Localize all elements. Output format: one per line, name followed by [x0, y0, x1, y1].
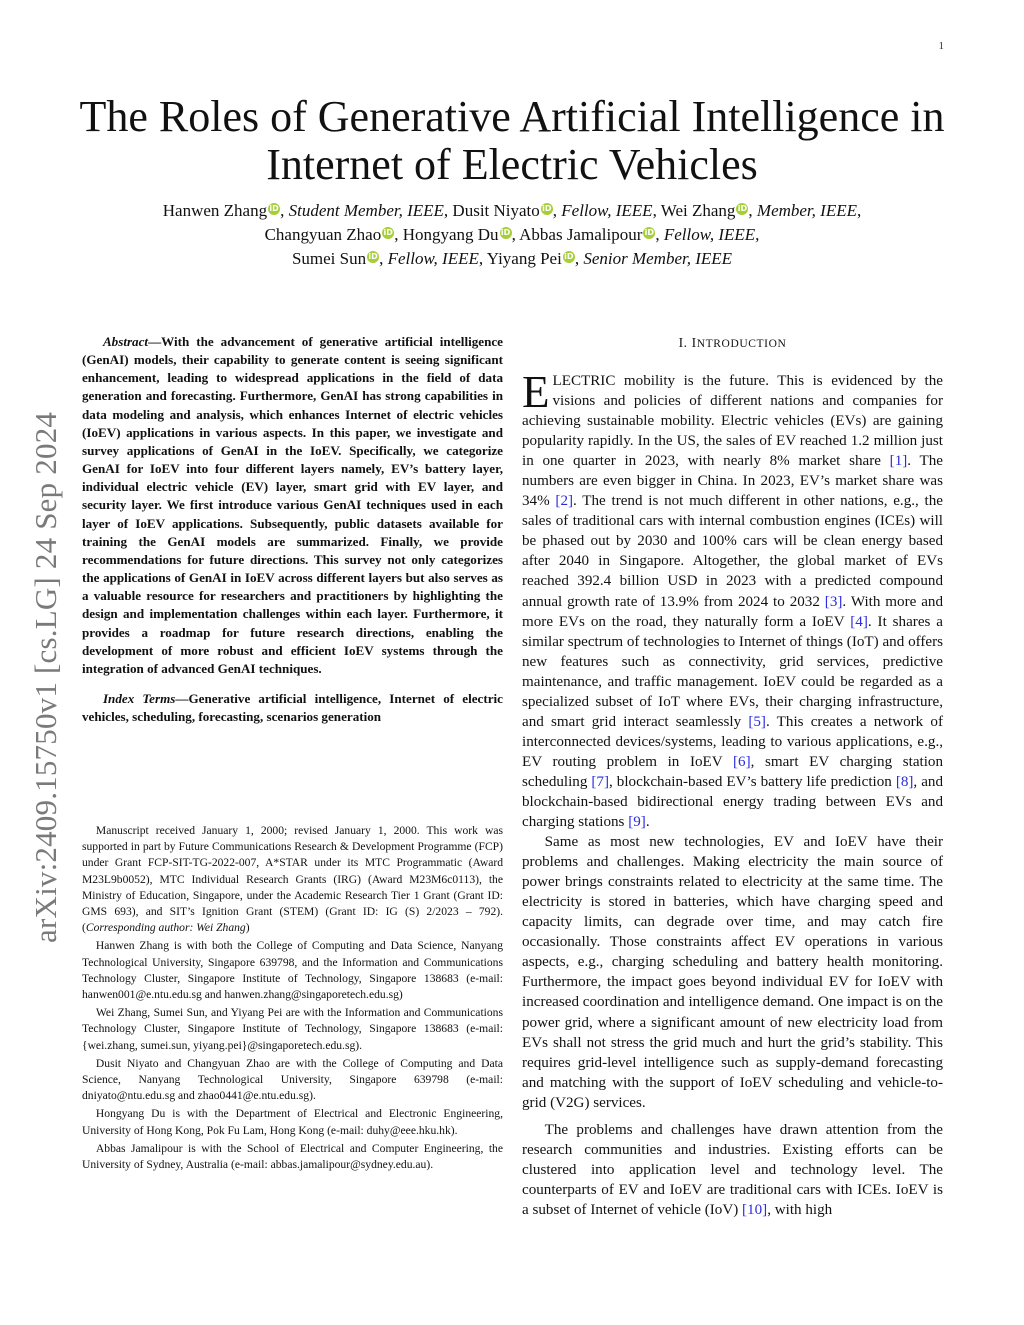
dropcap: E: [522, 367, 550, 417]
body-text: . The numbers are even bigger in China. In 2023, EV’s market share was 34%: [522, 453, 943, 510]
author-name: Changyuan Zhao: [264, 225, 382, 244]
body-text: LECTRIC mobility is the future. This is evidenced by the visions and policies of different nations and companies for achieving sustainable mobility. Electric vehicles (EVs) are gaining popularity rapidly. In the US, the sales of EV reached 1.2 million just in one quarter in 2023, with nearly 8% market share: [522, 373, 943, 470]
author-name: Yiyang Pei: [486, 249, 562, 268]
page-number: 1: [938, 40, 944, 52]
body-text: , smart EV charging station scheduling: [522, 753, 944, 790]
author-role: Fellow, IEEE: [663, 225, 756, 244]
author-name: Dusit Niyato: [452, 201, 540, 220]
paper-title: [60, 93, 964, 189]
right-column: [522, 333, 943, 1220]
citation-link[interactable]: [6]: [733, 753, 751, 770]
index-terms-text: Generative artificial intelligence, Internet of electric vehicles, scheduling, forecasting, scenarios generation: [82, 690, 503, 725]
citation-link[interactable]: [2]: [555, 493, 574, 510]
author-role: Fellow, IEEE: [387, 249, 479, 268]
body-text: , and blockchain-based bidirectional energy trading between EVs and charging stations: [522, 773, 943, 831]
author-line-3: Sumei Sun iD, Fellow, IEEE, Yiyang Pei iD, Senior Member, IEEE: [291, 249, 733, 268]
body-text: , blockchain-based EV’s battery life prediction: [609, 773, 896, 790]
title-line-1: The Roles of Generative Artificial Intelligence in: [79, 92, 945, 141]
footnotes: [82, 823, 503, 1175]
citation-link[interactable]: [5]: [748, 713, 766, 730]
intro-paragraph-1: [522, 367, 944, 832]
body-text: The problems and challenges have drawn attention from the research communities and industries. Existing efforts can be clustered into application level and technology level. The counterparts of EV and IoEV are traditional cars with ICEs. IoEV is a subset of Internet of vehicle (IoV): [522, 1121, 943, 1218]
author-name: Hanwen Zhang: [162, 201, 268, 220]
index-terms: Index Terms—Generative artificial intelligence, Internet of electric vehicles, scheduling, forecasting, scenarios generation: [82, 690, 503, 725]
abstract: Abstract—With the advancement of generative artificial intelligence (GenAI) models, their capability to generate content is seeing significant enhancement, leading to widespread applications in the field of data generation and forecasting. Furthermore, GenAI has strong capabilities in data modeling and analysis, which enhances Internet of electric vehicles (IoEV) applications in various aspects. In this paper, we investigate and survey applications of GenAI in the IoEV. Specifically, we categorize GenAI for IoEV into four different layers namely, EV’s battery layer, individual electric vehicle (EV) layer, smart grid with EV layer, and security layer. We first introduce various GenAI techniques used in each layer of IoEV applications. Subsequently, public datasets available for training the GenAI models are summarized. Finally, we provide recommendations for future directions. This survey not only categorizes the applications of GenAI in IoEV across different layers but also serves as a valuable resource for researchers and practitioners by highlighting the design and implementation challenges within each layer. Furthermore, it provides a roadmap for future research directions, enabling the development of more robust and efficient IoEV systems through the integration of advanced GenAI techniques.: [82, 334, 503, 676]
citation-link[interactable]: [7]: [591, 773, 610, 790]
body-text: . The trend is not much different in other nations, e.g., the sales of traditional cars with internal combustion engines (ICEs) will be phased out by 2030 and 100% cars will be clean energy based after 2040 in Singapore. Altogether, the global market of EVs reached 392.4 billion USD in 2023 with a predicted compound annual growth rate of 13.9% from 2024 to 2032: [522, 493, 943, 610]
orcid-icon[interactable]: iD: [383, 228, 393, 237]
body-text: . It shares a similar spectrum of technologies to Internet of things (IoT) and offers new features such as connectivity, grid services, predictive maintenance, and traffic management. IoEV could be regarded as a specialized subset of IoT where EVs, their charging infrastructure, and smart grid interact seamlessly: [522, 613, 943, 730]
section-heading-rest: NTRODUCTION: [696, 338, 787, 350]
footnote-affiliation: Hongyang Du is with the Department of Electrical and Electronic Engineering, University of Hong Kong, Pok Fu Lam, Hong Kong (e-mail: duhy@eee.hku.hk).: [82, 1107, 503, 1137]
citation-link[interactable]: [8]: [895, 773, 914, 790]
citation-link[interactable]: [4]: [850, 613, 868, 630]
author-line-1: Hanwen Zhang iD, Student Member, IEEE, Dusit Niyato iD, Fellow, IEEE, Wei Zhang iD, Member, IEEE,: [162, 201, 862, 220]
footnote-affiliation: Dusit Niyato and Changyuan Zhao are with the College of Computing and Data Science, Nanyang Technological University, Singapore 639798 (e-mail: dniyato@ntu.edu.sg and zhao0441@e.ntu.edu.sg).: [82, 1056, 503, 1103]
author-name: Hongyang Du: [402, 225, 499, 244]
citation-link[interactable]: [10]: [742, 1201, 768, 1218]
corresponding-author: Corresponding author: Wei Zhang: [85, 921, 246, 935]
footnote-affiliation: Abbas Jamalipour is with the School of Electrical and Computer Engineering, the University of Sydney, Australia (e-mail: abbas.jamalipour@sydney.edu.au).: [82, 1141, 503, 1172]
orcid-icon[interactable]: iD: [368, 252, 378, 261]
orcid-icon[interactable]: iD: [269, 204, 279, 213]
body-text: , with high: [767, 1201, 833, 1218]
footnote-manuscript: [82, 823, 503, 936]
orcid-icon[interactable]: iD: [564, 252, 574, 261]
abstract-text: With the advancement of generative artificial intelligence (GenAI) models, their capability to generate content is seeing significant enhancement, leading to widespread applications in the field of data generation and forecasting. Furthermore, GenAI has strong capabilities in data modeling and analysis, which enhances Internet of electric vehicles (IoEV) applications in various aspects. In this paper, we investigate and survey applications of GenAI in the IoEV. Specifically, we categorize GenAI for IoEV into four different layers namely, EV’s battery layer, individual electric vehicle (EV) layer, smart grid with EV layer, and security layer. We first introduce various GenAI techniques used in each layer of IoEV applications. Subsequently, public datasets available for training the GenAI models are summarized. Finally, we provide recommendations for future directions. This survey not only categorizes the applications of GenAI in IoEV across different layers but also serves as a valuable resource for researchers and practitioners by highlighting the design and implementation challenges within each layer. Furthermore, it provides a roadmap for future research directions, enabling the development of more robust and efficient IoEV systems through the integration of advanced GenAI techniques.: [82, 334, 503, 676]
intro-paragraph-3: [522, 1120, 943, 1220]
footnote-text: Manuscript received January 1, 2000; revised January 1, 2000. This work was supported in part by Future Communications Research & Development Programme (FCP) under Grant FCP-SIT-TG-2022-007, A*STAR under its MTC Programmatic (Award M23L9b0052), MTC Individual Research Grants (IRG) (Award M23M6c0113), the Ministry of Education, Singapore, under the Academic Research Tier 1 Grant (Grant ID: GMS 693), and SIT’s Ignition Grant (STEM) (Grant ID: IG (S) 2/2023 – 792). (: [82, 824, 503, 935]
author-name: Sumei Sun: [291, 249, 367, 268]
left-column: [82, 333, 503, 726]
body-text: .: [645, 814, 650, 831]
title-line-2: Internet of Electric Vehicles: [266, 140, 758, 189]
author-role: Student Member, IEEE: [288, 201, 444, 220]
index-terms-label: Index Terms: [102, 690, 176, 706]
author-list: [60, 199, 964, 271]
footnote-affiliation: Hanwen Zhang is with both the College of Computing and Data Science, Nanyang Technological University, Singapore 639798, and the Information and Communications Technology Cluster, Singapore Institute of Technology, Singapore 138683 (e-mail: hanwen001@e.ntu.edu.sg and hanwen.zhang@singaporetech.edu.sg): [82, 939, 503, 1002]
author-name: Abbas Jamalipour: [519, 225, 643, 244]
section-heading-introduction: [522, 333, 943, 354]
section-numeral: I.: [678, 335, 688, 350]
arxiv-stamp: arXiv:2409.15750v1 [cs.LG] 24 Sep 2024: [28, 411, 63, 943]
citation-link[interactable]: [9]: [628, 814, 646, 831]
orcid-icon[interactable]: iD: [500, 228, 511, 237]
abstract-label: Abstract: [102, 334, 149, 349]
footnote-text: ): [245, 921, 250, 935]
author-line-2: Changyuan Zhao iD, Hongyang Du iD, Abbas Jamalipour iD, Fellow, IEEE,: [264, 225, 760, 244]
body-text: . With more and more EVs on the road, they naturally form a IoEV: [522, 593, 944, 630]
intro-paragraph-2: Same as most new technologies, EV and IoEV have their problems and challenges. Making electricity the main source of power brings constraints related to electricity at the same time. The electricity is stored in batteries, which have charging speed and capacity limits, can degrade over time, and may catch fire occasionally. Those constraints affect EV operations in various aspects, e.g., charging scheduling and battery health monitoring. Furthermore, the impact goes beyond individual EV for IoEV with increased coordination and intelligence demand. One impact is on the power grid, where a significant amount of new electricity load from EVs shall not stress the grid much and hurt the grid’s stability. This requires grid-level intelligence such as supply-demand forecasting and matching with the support of IoEV scheduling and vehicle-to-grid (V2G) services.: [522, 834, 943, 1111]
author-role: Fellow, IEEE: [561, 201, 653, 220]
orcid-icon[interactable]: iD: [737, 204, 748, 213]
section-heading-cap: I: [691, 335, 697, 350]
body-text: . This creates a network of interconnected devices/systems, leading to various applications, e.g., EV routing problem in IoEV: [522, 713, 943, 770]
orcid-icon[interactable]: iD: [644, 228, 655, 237]
orcid-icon[interactable]: iD: [542, 204, 552, 213]
author-role: Member, IEEE: [756, 201, 857, 220]
footnote-affiliation: Wei Zhang, Sumei Sun, and Yiyang Pei are with the Information and Communications Technology Cluster, Singapore Institute of Technology, Singapore 138683 (e-mail: {wei.zhang, sumei.sun, yiyang.pei}@singaporetech.edu.sg).: [82, 1006, 503, 1052]
author-name: Wei Zhang: [660, 201, 736, 220]
citation-link[interactable]: [1]: [889, 453, 908, 470]
author-role: Senior Member, IEEE: [583, 249, 733, 268]
citation-link[interactable]: [3]: [824, 593, 843, 610]
